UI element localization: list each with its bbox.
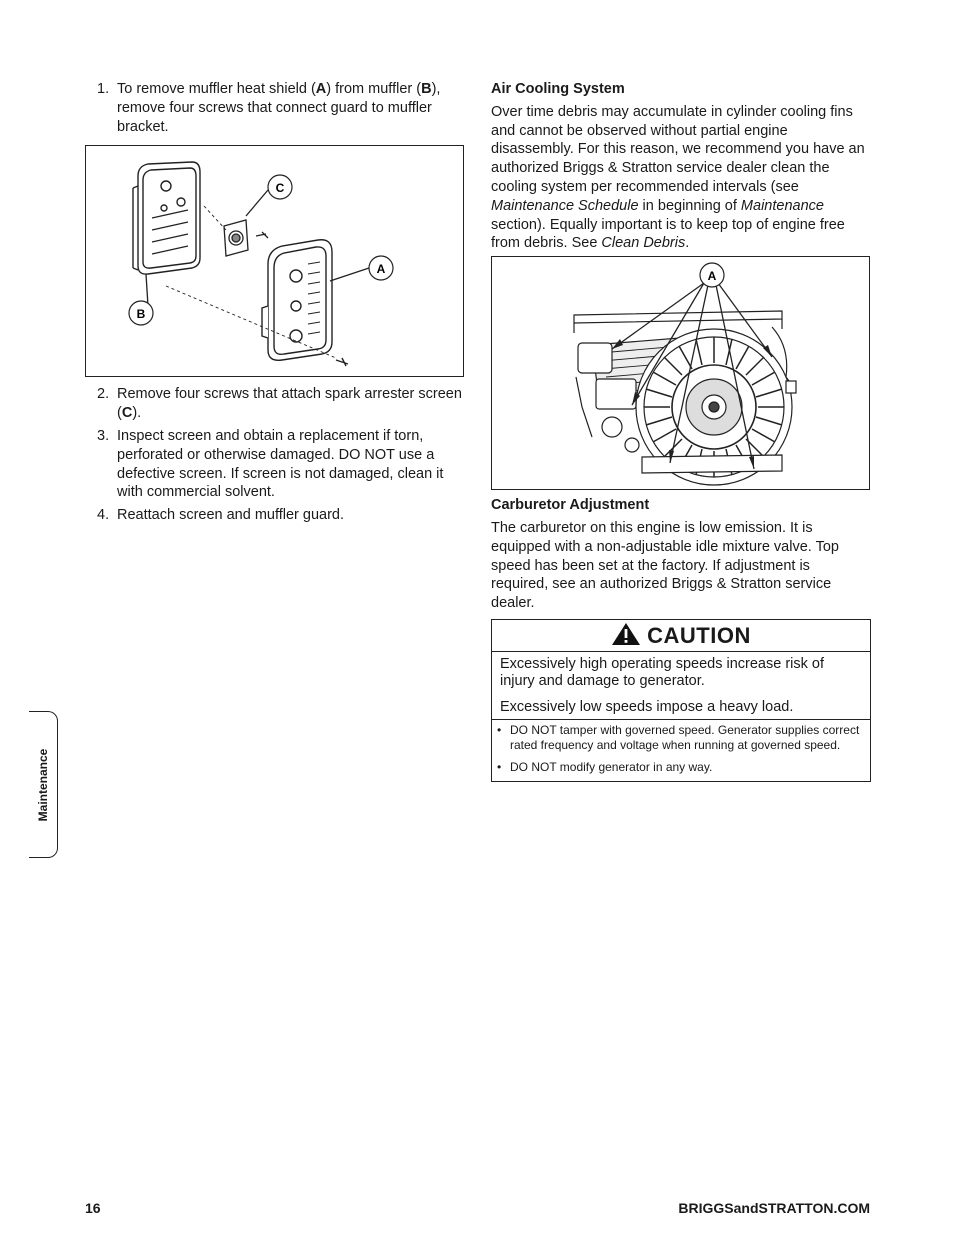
- section-side-tab: [29, 711, 58, 858]
- step-1: 1. To remove muffler heat shield (A) from muffler (B), remove four screws that connect guard to muffler bracket.: [97, 81, 441, 135]
- caution-bullet-1: • DO NOT tamper with governed speed. Generator supplies correct rated frequency and voltage when running at governed speed.: [496, 723, 862, 754]
- step-2: 2. Remove four screws that attach spark arrester screen (C).: [97, 386, 462, 422]
- right-column: [491, 80, 871, 782]
- air-cooling-text: Over time debris may accumulate in cylinder cooling fins and cannot be observed without partial engine disassembly. For this reason, we recommend you have an authorized Briggs & Stratton service dealer clean the cooling system per recommended intervals (see Maintenance Schedule in beginning of Maintenance section). Equally important is to keep top of engine free from debris. See Clean Debris.: [491, 103, 865, 252]
- muffler-exploded-diagram: [86, 146, 463, 376]
- step-3: 3. Inspect screen and obtain a replacement if torn, perforated or otherwise damaged. DO NOT use a defective screen. If screen is not damaged, clean it with commercial solvent.: [97, 427, 444, 501]
- left-column: [85, 80, 465, 525]
- muffler-body-drawing: [133, 162, 200, 274]
- warning-triangle-icon: [611, 622, 641, 646]
- muffler-steps: [85, 80, 465, 136]
- step-4: 4. Reattach screen and muffler guard.: [97, 507, 345, 524]
- caution-bullets: [492, 720, 870, 782]
- caution-bullet-2: • DO NOT modify generator in any way.: [496, 760, 862, 776]
- side-tab-label: Maintenance: [36, 748, 50, 821]
- muffler-steps-continued: [85, 385, 465, 525]
- muffler-figure: [85, 145, 464, 377]
- caution-box: [491, 619, 871, 783]
- air-cooling-heading: Air Cooling System: [491, 81, 625, 97]
- caution-title: CAUTION: [647, 622, 751, 648]
- callout-c: C: [275, 181, 285, 196]
- carburetor-heading: Carburetor Adjustment: [491, 497, 650, 514]
- callout-a: A: [376, 262, 386, 277]
- callout-b: B: [136, 307, 146, 322]
- spark-arrester-drawing: [204, 206, 268, 256]
- caution-line-2: Excessively low speeds impose a heavy load.: [500, 698, 794, 715]
- callout-a-engine: A: [707, 269, 717, 284]
- caution-body: [492, 652, 870, 720]
- caution-line-1: Excessively high operating speeds increase risk of injury and damage to generator.: [500, 655, 824, 689]
- footer-website: BRIGGSandSTRATTON.COM: [678, 1200, 870, 1216]
- engine-drawing: [574, 311, 796, 485]
- page-number: 16: [85, 1200, 101, 1216]
- engine-figure: [491, 256, 870, 490]
- caution-header: [492, 620, 870, 652]
- engine-cooling-diagram: [492, 257, 869, 489]
- carburetor-text: The carburetor on this engine is low emission. It is equipped with a non-adjustable idle mixture valve. Top speed has been set at the factory. If adjustment is required, see an authorized Briggs & Stratton service dealer.: [491, 519, 839, 612]
